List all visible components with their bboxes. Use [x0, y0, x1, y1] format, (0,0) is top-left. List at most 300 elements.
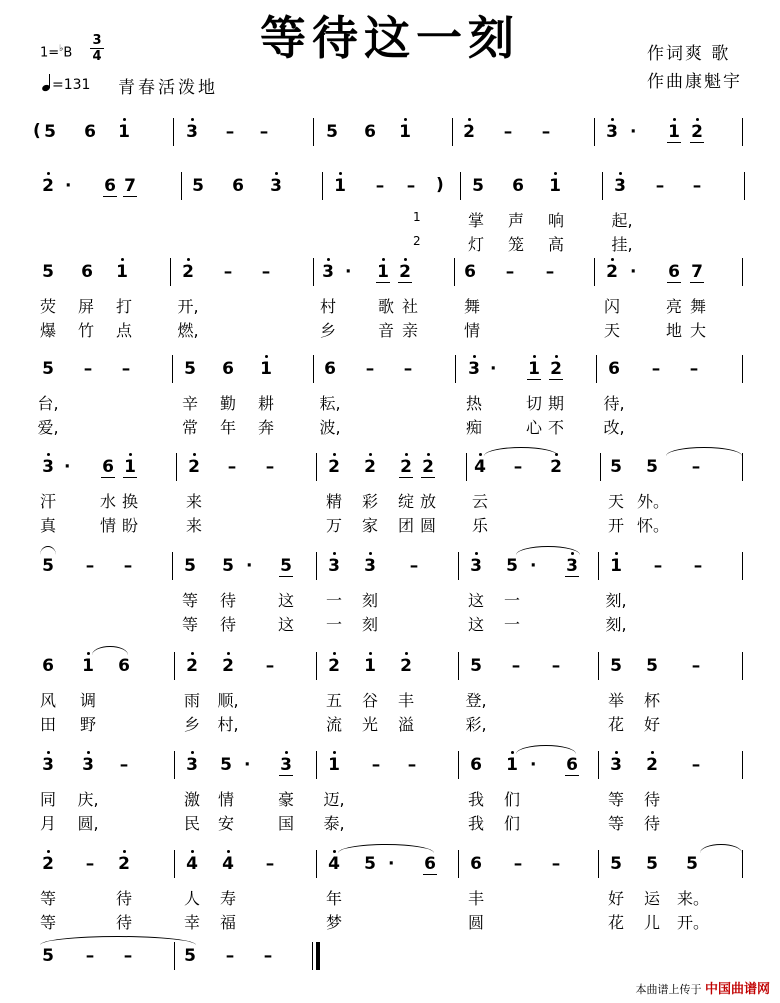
lyric-v2: 民	[183, 814, 200, 833]
note: 6	[364, 122, 376, 142]
dash-extension: –	[653, 556, 663, 576]
lyric-v1: 待	[115, 889, 132, 908]
lyric-v1: 打	[115, 297, 132, 316]
note: 7	[124, 176, 136, 196]
lyric-v1: 一	[503, 591, 520, 610]
dash-extension: –	[407, 755, 417, 775]
lyric-v2: 月	[39, 814, 56, 833]
lyric-v1: 杯	[643, 691, 660, 710]
note: 1	[668, 122, 680, 142]
bar-line	[742, 552, 743, 580]
note: 2	[400, 656, 412, 676]
site-logo: 中国曲谱网	[704, 982, 770, 997]
note: 3	[280, 755, 292, 775]
lyric-v2: 盼	[121, 516, 138, 535]
dash-extension: –	[265, 854, 275, 874]
note: 2	[182, 262, 194, 282]
bar-line	[458, 850, 459, 878]
bar-line	[466, 453, 467, 481]
lyric-v2: 年	[219, 418, 236, 437]
lyric-v2: 天	[603, 321, 620, 340]
dash-extension: –	[691, 656, 701, 676]
bar-line	[172, 355, 173, 383]
lyric-v2: 爆	[39, 321, 56, 340]
song-title: 等待这一刻	[260, 11, 520, 65]
lyric-v1: 声	[507, 211, 524, 230]
note: 3	[566, 556, 578, 576]
lyric-v1: 耕	[257, 394, 274, 413]
note: 6	[512, 176, 524, 196]
note: 2	[422, 457, 434, 477]
lyric-v2: 这	[467, 615, 484, 634]
lyric-v2: 等	[181, 615, 198, 634]
note: 3	[186, 122, 198, 142]
note: 6	[324, 359, 336, 379]
augmentation-dot: ·	[630, 262, 637, 282]
dash-extension: –	[403, 359, 413, 379]
lyric-v1: 人	[183, 889, 200, 908]
lyric-v1: 好	[607, 889, 624, 908]
lyric-v1: 辛	[181, 394, 198, 413]
lyric-v1: 台,	[37, 394, 59, 413]
lyric-v1: 绽	[397, 492, 414, 511]
lyric-v1: 雨	[183, 691, 200, 710]
note: 1	[328, 755, 340, 775]
dash-extension: –	[225, 122, 235, 142]
lyric-v2: 乡	[319, 321, 336, 340]
lyric-v1: 舞	[689, 297, 706, 316]
dash-extension: –	[123, 556, 133, 576]
lyric-v1: 热	[465, 394, 482, 413]
dash-extension: –	[409, 556, 419, 576]
bar-line	[598, 552, 599, 580]
lyric-v2: 怀。	[637, 516, 670, 535]
lyric-v2: 彩,	[465, 715, 487, 734]
lyric-v2: 光	[361, 715, 378, 734]
dash-extension: –	[259, 122, 269, 142]
lyric-v2: 待	[115, 913, 132, 932]
lyric-v2: 燃,	[177, 321, 199, 340]
lyric-v2: 点	[115, 321, 132, 340]
dash-extension: –	[503, 122, 513, 142]
note: 1	[549, 176, 561, 196]
lyric-v1: 五	[325, 691, 342, 710]
lyric-v1: 待	[643, 790, 660, 809]
note: 2	[646, 755, 658, 775]
note: 1	[124, 457, 136, 477]
bar-line	[322, 172, 323, 200]
note: 3	[364, 556, 376, 576]
note: 1	[364, 656, 376, 676]
lyric-v2: 一	[503, 615, 520, 634]
note: 2	[606, 262, 618, 282]
note: 6	[118, 656, 130, 676]
lyric-v2: 们	[503, 814, 520, 833]
dash-extension: –	[689, 359, 699, 379]
slur	[484, 447, 558, 456]
note: 2	[42, 854, 54, 874]
augmentation-dot: ·	[65, 176, 72, 196]
lyric-v1: 登,	[465, 691, 487, 710]
lyric-v2: 改,	[603, 418, 625, 437]
bar-line	[598, 652, 599, 680]
bar-line	[742, 355, 743, 383]
note: 2	[328, 457, 340, 477]
note: 5	[192, 176, 204, 196]
lyric-v2: 安	[217, 814, 234, 833]
bar-line	[602, 172, 603, 200]
augmentation-dot: ·	[345, 262, 352, 282]
lyric-v1: 换	[121, 492, 138, 511]
dash-extension: –	[691, 755, 701, 775]
note: 5	[44, 122, 56, 142]
lyric-v1: 掌	[467, 211, 484, 230]
lyric-v2: 高	[547, 235, 564, 254]
final-barline-thick	[316, 942, 320, 970]
lyric-v2: 乐	[471, 516, 488, 535]
bar-line	[173, 118, 174, 146]
bar-line	[742, 453, 743, 481]
note: 2	[400, 457, 412, 477]
dash-extension: –	[223, 262, 233, 282]
lyric-v1: 待	[219, 591, 236, 610]
lyric-v1: 谷	[361, 691, 378, 710]
lyric-v1: 运	[643, 889, 660, 908]
note: 1	[377, 262, 389, 282]
augmentation-dot: ·	[64, 457, 71, 477]
note: 5	[184, 359, 196, 379]
lyric-v1: 情	[217, 790, 234, 809]
note: 5	[184, 556, 196, 576]
bar-line	[452, 118, 453, 146]
note: 2	[550, 359, 562, 379]
note: 5	[326, 122, 338, 142]
lyric-v2: 笼	[507, 235, 524, 254]
bar-line	[460, 172, 461, 200]
note: 5	[686, 854, 698, 874]
note: 3	[270, 176, 282, 196]
note: 2	[188, 457, 200, 477]
bar-line	[600, 453, 601, 481]
dash-extension: –	[371, 755, 381, 775]
lyric-v1: 这	[467, 591, 484, 610]
lyric-v2: 圆	[467, 913, 484, 932]
dash-extension: –	[85, 854, 95, 874]
note: 2	[222, 656, 234, 676]
lyric-v1: 外。	[637, 492, 670, 511]
dash-extension: –	[511, 656, 521, 676]
lyric-v2: 来	[185, 516, 202, 535]
note: 6	[470, 755, 482, 775]
bar-line	[742, 258, 743, 286]
lyric-v2: 幸	[183, 913, 200, 932]
bar-line	[313, 118, 314, 146]
dash-extension: –	[691, 457, 701, 477]
lyric-v1: 待,	[603, 394, 625, 413]
note: 6	[232, 176, 244, 196]
lyric-v2: 乡	[183, 715, 200, 734]
dash-extension: –	[263, 946, 273, 966]
note: 1	[82, 656, 94, 676]
note: 2	[118, 854, 130, 874]
note: 4	[328, 854, 340, 874]
bar-line	[172, 552, 173, 580]
dash-extension: –	[692, 176, 702, 196]
lyric-v1: 来	[185, 492, 202, 511]
lyric-v2: 常	[181, 418, 198, 437]
lyric-v2: 地	[665, 321, 682, 340]
note: 5	[280, 556, 292, 576]
note: 3	[82, 755, 94, 775]
lyric-v2: 圆	[419, 516, 436, 535]
lyric-v1: 彩	[361, 492, 378, 511]
note: 3	[614, 176, 626, 196]
lyric-v1: 一	[325, 591, 342, 610]
verse-number: 2	[413, 234, 421, 248]
lyric-v2: 奔	[257, 418, 274, 437]
lyricist: 作词爽 歌	[647, 44, 731, 64]
lyric-v2: 花	[607, 715, 624, 734]
augmentation-dot: ·	[530, 556, 537, 576]
note: 3	[468, 359, 480, 379]
bar-line	[316, 453, 317, 481]
augmentation-dot: ·	[530, 755, 537, 775]
bar-line	[594, 118, 595, 146]
lyric-v2: 情	[463, 321, 480, 340]
expression-marking: 青春活泼地	[118, 78, 218, 98]
dash-extension: –	[83, 359, 93, 379]
lyric-v1: 亮	[665, 297, 682, 316]
bar-line	[598, 850, 599, 878]
lyric-v1: 来。	[677, 889, 710, 908]
note: 5	[646, 854, 658, 874]
bar-line	[742, 118, 743, 146]
lyric-v2: 这	[277, 615, 294, 634]
lyric-v1: 这	[277, 591, 294, 610]
lyric-v1: 寿	[219, 889, 236, 908]
lyric-v2: 泰,	[323, 814, 345, 833]
bar-line	[174, 652, 175, 680]
lyric-v2: 开。	[677, 913, 710, 932]
lyric-v1: 期	[547, 394, 564, 413]
lyric-v2: 波,	[319, 418, 341, 437]
note: 6	[84, 122, 96, 142]
dash-extension: –	[541, 122, 551, 142]
final-barline-thin	[312, 942, 313, 970]
lyric-v2: 开	[607, 516, 624, 535]
bar-line	[596, 355, 597, 383]
lyric-v1: 舞	[463, 297, 480, 316]
bar-line	[170, 258, 171, 286]
lyric-v1: 举	[607, 691, 624, 710]
lyric-v1: 起,	[611, 211, 633, 230]
bar-line	[313, 355, 314, 383]
lyric-v2: 刻,	[605, 615, 627, 634]
dash-extension: –	[123, 946, 133, 966]
lyric-v1: 庆,	[77, 790, 99, 809]
lyric-v2: 心	[525, 418, 542, 437]
lyric-v2: 情	[99, 516, 116, 535]
note: 6	[222, 359, 234, 379]
lyric-v2: 音	[377, 321, 394, 340]
note: 2	[399, 262, 411, 282]
bar-line	[316, 751, 317, 779]
bar-line	[594, 258, 595, 286]
lyric-v1: 天	[607, 492, 624, 511]
bar-line	[742, 850, 743, 878]
note: 5	[506, 556, 518, 576]
slur	[92, 646, 128, 655]
dash-extension: –	[227, 457, 237, 477]
note: 1	[116, 262, 128, 282]
note: 3	[470, 556, 482, 576]
bar-line	[458, 652, 459, 680]
lyric-v1: 我	[467, 790, 484, 809]
lyric-v1: 等	[181, 591, 198, 610]
flat-sign: ♭	[59, 44, 64, 54]
lyric-v2: 等	[39, 913, 56, 932]
dash-extension: –	[121, 359, 131, 379]
dash-extension: –	[265, 457, 275, 477]
slur	[516, 745, 576, 754]
tempo-marking: =131	[42, 75, 90, 93]
bar-line	[313, 258, 314, 286]
note: 2	[328, 656, 340, 676]
bar-line	[316, 552, 317, 580]
lyric-v2: 流	[325, 715, 342, 734]
dash-extension: –	[85, 946, 95, 966]
bar-line	[181, 172, 182, 200]
lyric-v2: 我	[467, 814, 484, 833]
note: 2	[42, 176, 54, 196]
quarter-note-icon	[42, 75, 52, 91]
note: 2	[691, 122, 703, 142]
repeat-paren: (	[33, 121, 41, 141]
note: 4	[222, 854, 234, 874]
note: 6	[102, 457, 114, 477]
lyric-v1: 精	[325, 492, 342, 511]
dash-extension: –	[85, 556, 95, 576]
note: 3	[42, 755, 54, 775]
bar-line	[454, 258, 455, 286]
note: 2	[364, 457, 376, 477]
lyric-v2: 灯	[467, 235, 484, 254]
upload-note: 本曲谱上传于	[635, 983, 702, 996]
bar-line	[742, 652, 743, 680]
note: 6	[424, 854, 436, 874]
note: 5	[646, 457, 658, 477]
lyric-v2: 痴	[465, 418, 482, 437]
lyric-v1: 歌	[377, 297, 394, 316]
note: 5	[184, 946, 196, 966]
note: 5	[472, 176, 484, 196]
bar-line	[458, 552, 459, 580]
slur	[338, 844, 434, 853]
lyric-v2: 圆,	[77, 814, 99, 833]
note: 7	[691, 262, 703, 282]
dash-extension: –	[365, 359, 375, 379]
lyric-v1: 闪	[603, 297, 620, 316]
dash-extension: –	[513, 854, 523, 874]
slur	[666, 447, 742, 456]
lyric-v1: 勤	[219, 394, 236, 413]
lyric-v1: 水	[99, 492, 116, 511]
lyric-v1: 放	[419, 492, 436, 511]
bar-line	[742, 751, 743, 779]
note: 5	[42, 359, 54, 379]
dash-extension: –	[551, 854, 561, 874]
note: 1	[399, 122, 411, 142]
lyric-v2: 大	[689, 321, 706, 340]
lyric-v2: 好	[643, 715, 660, 734]
lyric-v2: 等	[607, 814, 624, 833]
note: 5	[364, 854, 376, 874]
note: 6	[470, 854, 482, 874]
note: 3	[42, 457, 54, 477]
bar-line	[458, 751, 459, 779]
note: 5	[220, 755, 232, 775]
dash-extension: –	[651, 359, 661, 379]
dash-extension: –	[513, 457, 523, 477]
lyric-v1: 年	[325, 889, 342, 908]
note: 3	[186, 755, 198, 775]
bar-line	[316, 652, 317, 680]
note: 5	[42, 946, 54, 966]
note: 3	[328, 556, 340, 576]
note: 1	[506, 755, 518, 775]
dash-extension: –	[265, 656, 275, 676]
dash-extension: –	[693, 556, 703, 576]
footer	[635, 978, 770, 997]
note: 5	[646, 656, 658, 676]
augmentation-dot: ·	[388, 854, 395, 874]
lyric-v1: 丰	[397, 691, 414, 710]
dash-extension: –	[545, 262, 555, 282]
note: 5	[610, 457, 622, 477]
lyric-v2: 田	[39, 715, 56, 734]
dash-extension: –	[261, 262, 271, 282]
lyric-v2: 不	[547, 418, 564, 437]
lyric-v1: 调	[79, 691, 96, 710]
lyric-v2: 花	[607, 913, 624, 932]
bar-line	[174, 942, 175, 970]
lyric-v1: 同	[39, 790, 56, 809]
lyric-v1: 们	[503, 790, 520, 809]
lyric-v1: 丰	[467, 889, 484, 908]
note: 6	[668, 262, 680, 282]
lyric-v1: 刻	[361, 591, 378, 610]
note: 3	[322, 262, 334, 282]
lyric-v1: 刻,	[605, 591, 627, 610]
augmentation-dot: ·	[244, 755, 251, 775]
note: 1	[528, 359, 540, 379]
dash-extension: –	[225, 946, 235, 966]
note: 3	[610, 755, 622, 775]
lyric-v1: 社	[401, 297, 418, 316]
note: 3	[606, 122, 618, 142]
augmentation-dot: ·	[490, 359, 497, 379]
lyric-v2: 竹	[77, 321, 94, 340]
slur	[40, 546, 56, 555]
lyric-v2: 挂,	[611, 235, 633, 254]
credits	[647, 40, 742, 96]
lyric-v2: 真	[39, 516, 56, 535]
lyric-v1: 迈,	[323, 790, 345, 809]
lyric-v2: 野	[79, 715, 96, 734]
slur	[40, 936, 196, 945]
composer: 作曲康魁宇	[647, 72, 742, 92]
lyric-v1: 屏	[77, 297, 94, 316]
